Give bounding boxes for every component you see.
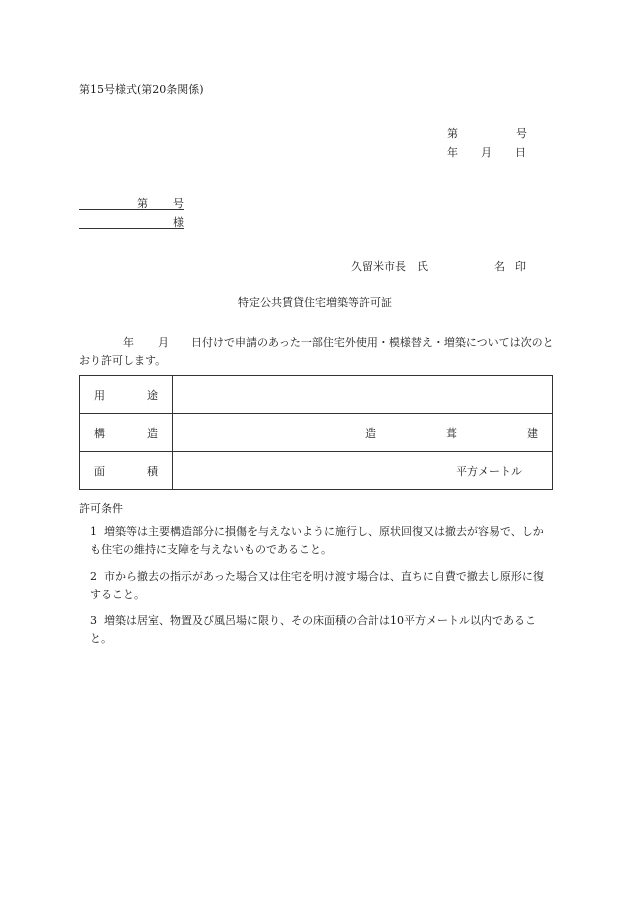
addressee-number-line — [79, 195, 184, 210]
condition-text: 増築等は主要構造部分に損傷を与えないように施行し、原状回復又は撤去が容易で、しかも住宅の維持に支障を与えないものであること。 — [90, 525, 544, 556]
condition-item — [90, 612, 550, 648]
issuer-name: 久留米市長 氏 — [351, 260, 428, 273]
document-date — [447, 144, 526, 160]
condition-item — [90, 568, 550, 604]
struct-date: 建 — [527, 426, 538, 440]
area-unit: 平方メートル — [456, 464, 522, 478]
label-char: 積 — [147, 464, 158, 478]
body-month: 月 — [158, 336, 169, 349]
struct-fuki: 葺 — [446, 426, 457, 440]
issuer-mei: 名 — [494, 260, 505, 273]
addressee-sama: 様 — [173, 216, 184, 229]
label-char: 構 — [94, 426, 105, 440]
label-kouzou — [80, 414, 173, 452]
condition-text: 増築は居室、物置及び風呂場に限り、その床面積の合計は10平方メートル以内であること。 — [90, 614, 536, 645]
label-menseki — [80, 452, 173, 490]
label-char: 造 — [147, 426, 158, 440]
value-youto — [173, 376, 553, 414]
body-year: 年 — [123, 336, 134, 349]
label-youto — [80, 376, 173, 414]
permit-table — [79, 375, 553, 490]
label-char: 用 — [94, 388, 105, 402]
body-line: 日付けで申請のあった一部住宅外使用・模様替え・増築については次のとおり許可します。 — [79, 336, 554, 367]
conditions-title: 許可条件 — [79, 502, 123, 515]
condition-number: 2 — [90, 570, 97, 583]
number-go: 号 — [516, 127, 527, 140]
condition-number: 3 — [90, 614, 97, 627]
value-menseki — [173, 452, 553, 490]
date-month: 月 — [481, 146, 492, 159]
label-char: 途 — [147, 388, 158, 402]
date-year: 年 — [447, 146, 458, 159]
struct-zou: 造 — [365, 426, 376, 440]
body-text — [79, 334, 555, 370]
document-number — [447, 125, 527, 141]
label-char: 面 — [94, 464, 105, 478]
condition-text: 市から撤去の指示があった場合又は住宅を明け渡す場合は、直ちに自費で撤去し原形に復すること。 — [90, 570, 544, 601]
addressee-name-line — [79, 214, 184, 229]
condition-number: 1 — [90, 525, 97, 538]
value-kouzou — [173, 414, 553, 452]
issuer — [351, 258, 526, 274]
number-dai: 第 — [447, 127, 458, 140]
seal-mark: 印 — [515, 260, 526, 273]
table-row — [80, 414, 553, 452]
table-row — [80, 376, 553, 414]
table-row — [80, 452, 553, 490]
condition-item — [90, 523, 550, 559]
date-day: 日 — [515, 146, 526, 159]
addressee-go: 号 — [173, 197, 184, 210]
addressee-dai: 第 — [137, 197, 148, 210]
form-number: 第15号様式(第20条関係) — [79, 83, 204, 96]
document-title: 特定公共賃貸住宅増築等許可証 — [238, 296, 392, 309]
